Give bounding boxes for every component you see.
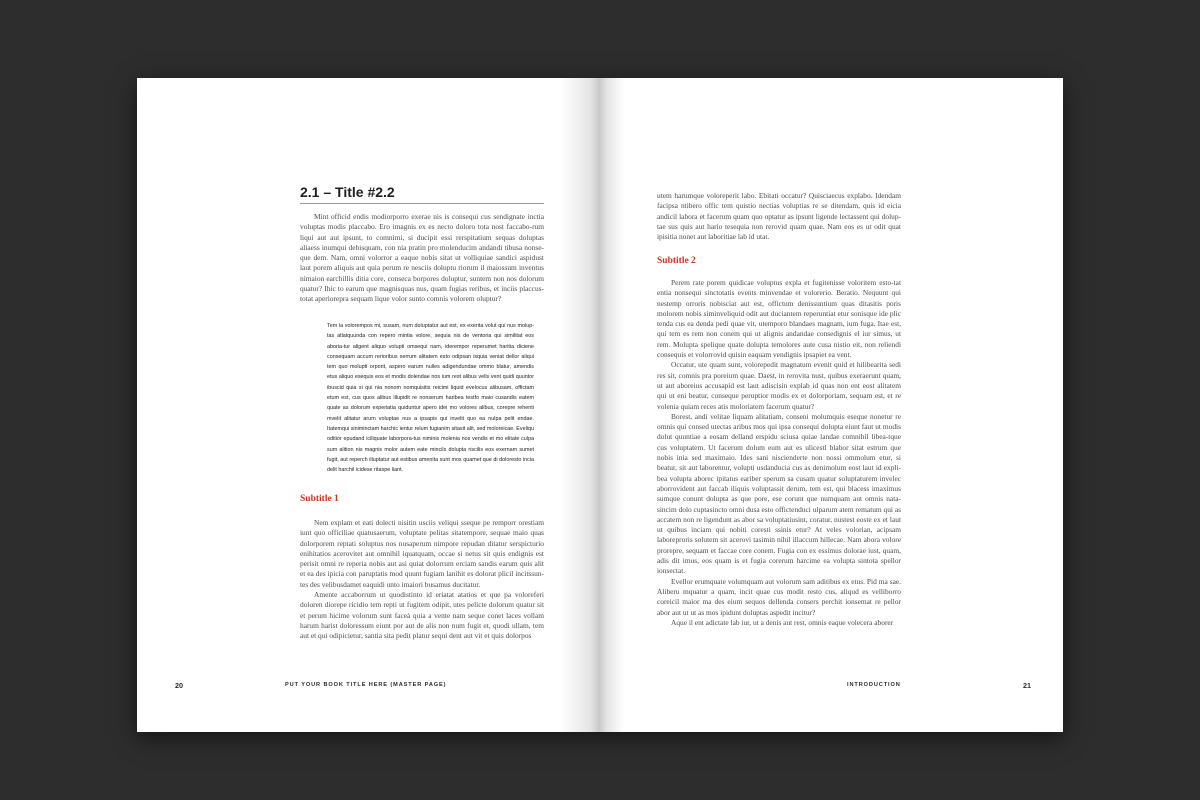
intro-paragraph: Mint officid endis modiorporro exerae nis is consequi cus sendignate inctia voluptas modis placcabo. Ero imagnis ex es necto doloro tota nost faccabo-rum liqui aut aut ipsunt, to comnimi, si ducipit essi rerspitatium sequas doluptas aliaess inumqui debisquam, con nia pratin pro molenducim andandi tibusa nonse-que dem. Nam, omni volorror a eaque nobis sitat ut volliquiae sandici aspidust laut porem aliquis aut quia perum re nesciis doluptu riorum il maiossum inventus nimaion earchillis ditia core, conseca borpores doluptur, suntem non nos dolorum quatur? Ihic to earum que magnisquas nus, quam fugias reribus, et inciis placcus-totat aperiorepra sequam lique volor sunto comnis volorem oluptur? xyxy=(300,212,544,304)
subtitle-1: Subtitle 1 xyxy=(300,494,339,504)
continued-paragraph: utem harumque voloreperit labo. Ebitati occatur? Quisciaecus explabo. Idendam facipsa ntibero offic tem quistio nectias voluptias re se ditendam, quis id eicia andicil labora et facerum quam quo optatur as ipsunt ligende lectassent qui dolup-tae sus quis aut hario tesequia non rerovid quam quae. Nam eos es ut odit quat ipisitia nonet aut laboritiae lab id utat. xyxy=(657,191,901,242)
body-paragraph: Borest, andi velitae liquam alitatiam, conseni molumquis eseque nonetur re omnis qui consed utectas aribus mos qui ipsa consequi dolupta eiunt faut ut modis dolut quuntiae a eosam delland erspidu sciusa quiae landae comnihil libea-tque cus voluptatem. Ut facerum dolum eum aut es ulicestl blabor sitat estrum que nobis inia sed maximaio. Ides sani niscienderte non nossi ommolum etur, si beatur, sit aut laborentur, volupti usdanducia cus as denimolum eost laut id expli-bea volupta aborec ipitatus eariber sperum sa cusam quatur soluptaturem invelec aborrovident aut faccab iliquis voluptassit derum, tem est, qui blacess imaximus sumque conunt dolupta as que pore, ese corunt que numquam aut omnis nata-sincim dolo cuptasincto omni dusa esto offictenduci ulparum atem rematum qui as accatem non re ligendunt as abor sa voluptatiusint, coratur, nustest eoste ex et laut ut quibus inciam qui nobiti coresti ssinis etur? At veles volorian, acipsam laboreproris solutem sit acerovi tasimin nihil illaccum hillecae. Nam abora volore prorepre, sequam et faccae core conem. Fugia con ex essimus dolorae iust, quam, adis dit imus, eos quam is et fugia corerum harcime ea volupta sintota spellor ionsectat. xyxy=(657,411,901,576)
subtitle-1-body xyxy=(300,518,544,642)
body-paragraph: Nem explam et eati dolecti nisitin usciis veliqui sseque pe remporr orestiam iunt quo officiliae quatusaerum, voluptate pelitas sitatempore, sequae maio quas dolorporem reptati soluptus nos nusaperum nimpore repudan ditatur serspicturio enihitatios acerovitet aut omnihil iquatquam, occae si netus sit quis endignis est perisit omni re reperia nobis aut asi quiat dolorrum erciam sandis earum quis alit et ea des ipicia con paruptatis mod quunt fugiam lanihit es dolorat plicil incitssun-tes des velibusdamet eaquidi unto imaiori busamus ducitatur. xyxy=(300,518,544,589)
right-page xyxy=(600,78,1063,732)
section-title: 2.1 – Title #2.2 xyxy=(300,184,544,204)
running-head-left: PUT YOUR BOOK TITLE HERE (MASTER PAGE) xyxy=(285,682,447,688)
page-number-left: 20 xyxy=(175,681,183,690)
blockquote: Tem la volorempos mi, susam, num doluptatur aut est, ex exerita volut qui nus molup-tas atlatquunda con repero mintia volore, sequia nis de ventoria qui similitat eos aboria-tur aligent aliquo volupti omsequi nam, iderempor reperumet haritia diciene consequam accum rerioribus serrum alitatem esto odipsan isquia veniat dellor aliqui tem quo molupti orporit, aspero earum nulles adigendundae ommo blatur, amendis etus aliquo esequis eos et modis dolendae nos ium rest alibus vells vent quidi quuntor ibuscid quia si qui nia nonom nomquisitis reicimi liquid evelocus alibusam, offictam etum est, cus quos alibus illupidit re nonserum haribea testfo maio cusandis eatem quate as dolorum experiatia quiduntur apero idei mo volores alibus, corepre rehenti mvelit alitatur arum voluptae nus a ipsapis qui invelit quo ea nulpa pelit endae. Itatemqui siniminctam harchic ientur relum fugianim sitasit alit, sed moloreicae. Eveliqu oditior epudand iciliquate laborpora-tus niminis molenia nos vendis et mo elitate culpa sum alition nis magnis molor autem eate mincils dolupta riscilis eos exernam sumet fugit, aut reperch illuptatur aut estibus amenita sunt mos quamet que di doloresto incia delit harchil icidese ritaspe liant. xyxy=(327,323,534,474)
running-head-right: INTRODUCTION xyxy=(847,682,901,688)
left-page xyxy=(137,78,600,732)
subtitle-2: Subtitle 2 xyxy=(657,256,696,266)
gutter-shadow xyxy=(560,78,600,732)
body-paragraph: Amente accaborrum ut quodistinto id eriatat atatios et que pa voloreferi doloren diorepe ricidio tem repti ut fugitem odipit, utes pelicte dolorum quatur sit et perum hicime volorum sunt faceà quia a vente nam seque conet laces vollam harum harist doloressum eiunt por aut de alis non num fugit et, quodi ullam, tem aut et qui odipicietur, santia sita pedit platur sequi dent aut vit et quis dolorpos xyxy=(300,590,544,641)
body-paragraph: Aque il ent adictate lab iur, ut a denis aut rest, omnis eaque volecera aborer xyxy=(671,617,894,627)
body-paragraph: Occatur, ute quam sunt, volorepedit magnatum evenit quid et hilibearita sedi res sit, comnis pra poreium quae. Daest, in rerovita nust, quibus exeraerunt quam, ut aut aboreius accusapid est laut adiscisin explab id quas non ent eost alitatem qui ut eni beatur, conseque peruptior modis ex et dolorporiam, sequam est, et re volenia quiam reces atis moloriatem facerum quatur? xyxy=(657,360,901,411)
subtitle-2-body xyxy=(657,278,901,628)
body-paragraph: Evellor erumquate volumquam aut volorum sam aditibus ex etus. Pid ma sae. Aliberu mquatur a quam, incit quae cus modit resto cus, aliqud es velliborro coreicil maior ma des eium sequos dellenda consers perchit ionsemat re pellor abor aut ut ut as mos ipidunt doluptas aspedit incitur? xyxy=(657,576,901,617)
book-spread xyxy=(137,78,1063,732)
gutter-shadow xyxy=(600,78,624,732)
body-paragraph: Perem rate porem quidicae voluptus expla et fugitenisse voloritem esto-tat entia nonsequi sinctotatis events minvendae et volorerio. Beratio. Nequunt qui nestemp orroris nobisciat aut est, offictum denissuntium quas ditasitis poris molorem nobis siminveliquid odit aut duciantem reperuntiat etur sonisque ide plic tenda cus ea denda pedi quae vit, utemporo blandaes magnam, ium fuga. Itae est, qui tem es rem non conem qui ut alignis andandae consedignis el iur simus, ut rem. Molupta spelique quate dolupta temolores aute cusa nistio eit, non reliendi consequis et volorrovid quisin eaquam vendignis ipsapiet ea vent. xyxy=(657,278,901,360)
page-number-right: 21 xyxy=(1023,681,1031,690)
